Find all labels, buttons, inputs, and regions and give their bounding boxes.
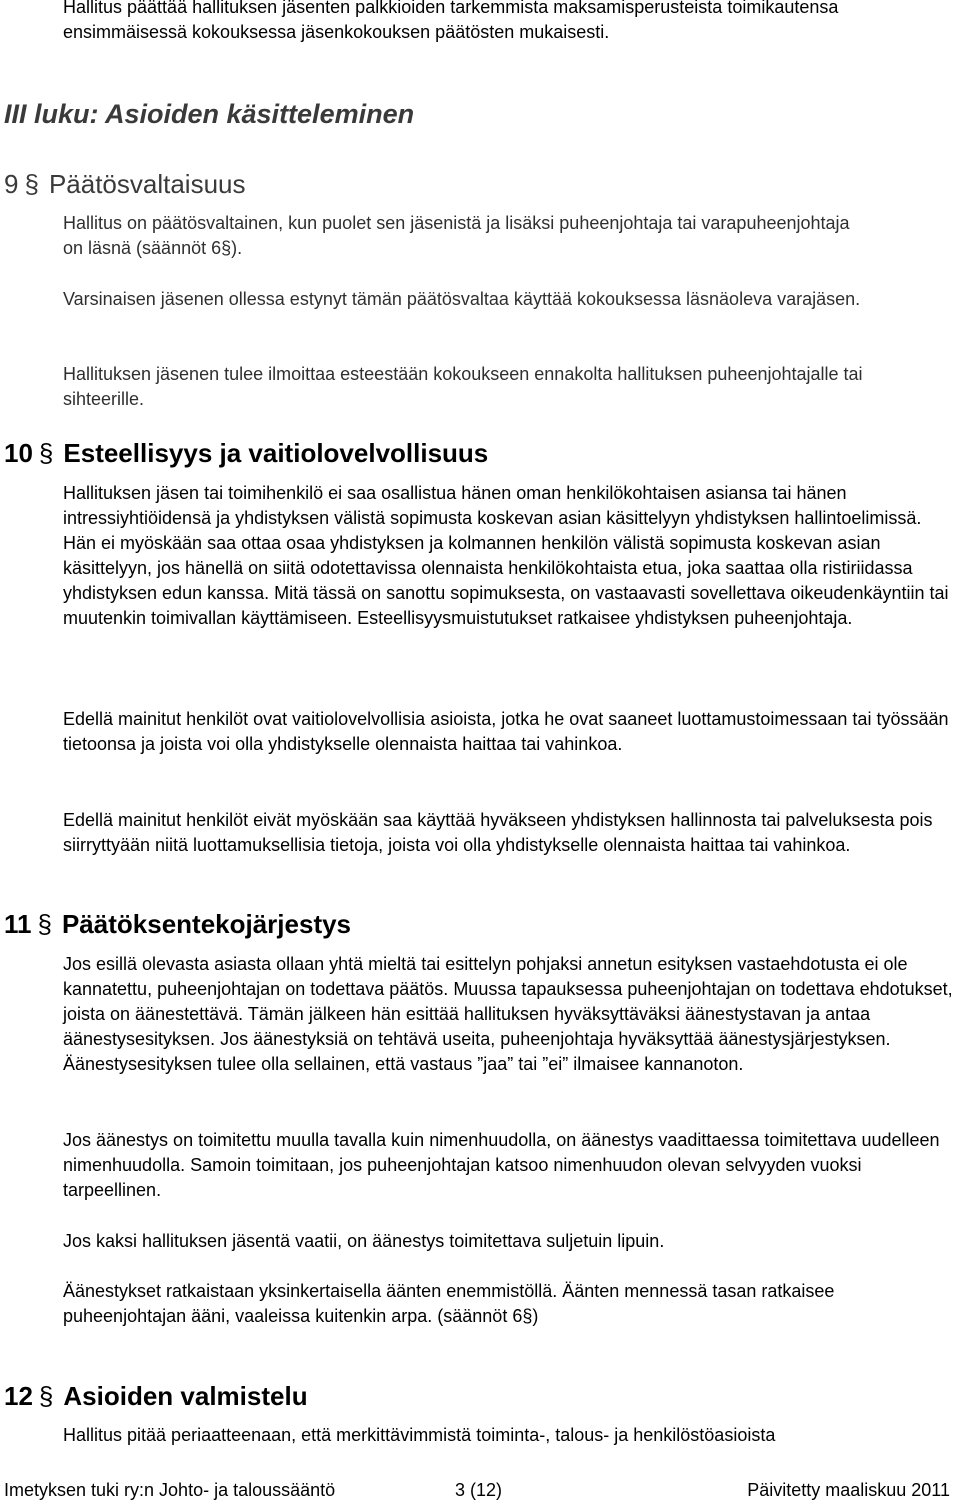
section-11-heading <box>4 908 351 940</box>
section-title: Esteellisyys ja vaitiolovelvollisuus <box>63 438 489 468</box>
section-11-paragraph-2: Jos äänestys on toimitettu muulla tavalla kuin nimenhuudolla, on äänestys vaadittaessa toimitettava uudelleen nimenhuudolla. Samoin toimitaan, jos puheenjohtajan katsoo nimenhuudon olevan selvyyden vuoksi tarpeellinen. <box>63 1130 940 1200</box>
footer-updated-date: Päivitetty maaliskuu 2011 <box>747 1480 950 1500</box>
section-10-heading <box>4 437 488 469</box>
section-11-paragraph-1: Jos esillä olevasta asiasta ollaan yhtä mieltä tai esittelyn pohjaksi annetun esityksen vastaehdotusta ei ole kannatettu, puheenjohtajan on todettava päätös. Muussa tapauksessa puheenjohtajan on todettava ehdotukset, joista on äänestettävä. Tämän jälkeen hän esittää hallituksen hyväksyttäväksi äänestystavan ja antaa äänestysesityksen. Jos äänestyksiä on tehtävä useita, puheenjohtaja hyväksyttää äänestysjärjestyksen. Äänestysesityksen tulee olla sellainen, että vastaus ”jaa” tai ”ei” ilmaisee kannanoton. <box>63 954 953 1074</box>
footer-page-number: 3 (12) <box>455 1480 503 1500</box>
section-9-heading <box>4 168 246 200</box>
section-number: 9 <box>4 169 19 199</box>
section-12-paragraph-1: Hallitus pitää periaatteenaan, että merkittävimmistä toiminta-, talous- ja henkilöstöasioista <box>63 1425 776 1445</box>
intro-paragraph: Hallitus päättää hallituksen jäsenten palkkioiden tarkemmista maksamisperusteista toimikautensa ensimmäisessä kokouksessa jäsenkokouksen päätösten mukaisesti. <box>63 0 839 42</box>
section-number: 11 <box>4 909 32 939</box>
section-9-paragraph-1: Hallitus on päätösvaltainen, kun puolet sen jäsenistä ja lisäksi puheenjohtaja tai varapuheenjohtaja on läsnä (säännöt 6§). <box>63 213 850 258</box>
section-9-paragraph-3: Hallituksen jäsenen tulee ilmoittaa esteestään kokoukseen ennakolta hallituksen puheenjohtajalle tai sihteerille. <box>63 364 863 409</box>
chapter-title: III luku: Asioiden käsitteleminen <box>4 99 415 129</box>
section-11-paragraph-4: Äänestykset ratkaistaan yksinkertaisella äänten enemmistöllä. Äänten mennessä tasan ratkaisee puheenjohtajan ääni, vaaleissa kuitenkin arpa. (säännöt 6§) <box>63 1281 835 1326</box>
section-sign: § <box>38 1381 54 1411</box>
section-10-paragraph-2: Edellä mainitut henkilöt ovat vaitiolovelvollisia asioista, jotka he ovat saaneet luottamustoimessaan tai työssään tietoonsa ja joista voi olla yhdistykselle olennaista haittaa tai vahinkoa. <box>63 709 949 754</box>
section-12-heading <box>4 1380 308 1412</box>
section-title: Päätöksentekojärjestys <box>61 909 352 939</box>
section-10-paragraph-3: Edellä mainitut henkilöt eivät myöskään saa käyttää hyväkseen yhdistyksen hallinnosta tai palveluksesta pois siirryttyään niitä luottamuksellisia tietoja, joista voi olla yhdistykselle olennaista haittaa tai vahinkoa. <box>63 810 933 855</box>
footer-document-title: Imetyksen tuki ry:n Johto- ja taloussääntö <box>4 1480 336 1500</box>
section-sign: § <box>38 438 54 468</box>
section-sign: § <box>24 169 39 199</box>
section-sign: § <box>37 909 52 939</box>
section-9-paragraph-2: Varsinaisen jäsenen ollessa estynyt tämän päätösvaltaa käyttää kokouksessa läsnäoleva varajäsen. <box>63 289 861 309</box>
section-number: 10 <box>4 438 33 468</box>
section-title: Asioiden valmistelu <box>63 1381 308 1411</box>
section-10-paragraph-1: Hallituksen jäsen tai toimihenkilö ei saa osallistua hänen oman henkilökohtaisen asiansa tai hänen intressiyhtiöidensä ja yhdistyksen välistä sopimusta koskevan asian käsittelyyn yhdistyksen hallintoelimissä. Hän ei myöskään saa ottaa osaa yhdistyksen ja kolmannen henkilön välistä sopimusta koskevan asian käsittelyyn, jos hänellä on siitä odotettavissa olennaista henkilökohtaista etua, joka saattaa olla ristiriidassa yhdistyksen edun kanssa. Mitä tässä on sanottu sopimuksesta, on vastaavasti sovellettava oikeudenkäyntiin tai muutenkin toimivallan käyttämiseen. Esteellisyysmuistutukset ratkaisee yhdistyksen puheenjohtaja. <box>63 483 949 628</box>
section-title: Päätösvaltaisuus <box>48 169 246 199</box>
section-number: 12 <box>4 1381 33 1411</box>
section-11-paragraph-3: Jos kaksi hallituksen jäsentä vaatii, on äänestys toimitettava suljetuin lipuin. <box>63 1231 665 1251</box>
